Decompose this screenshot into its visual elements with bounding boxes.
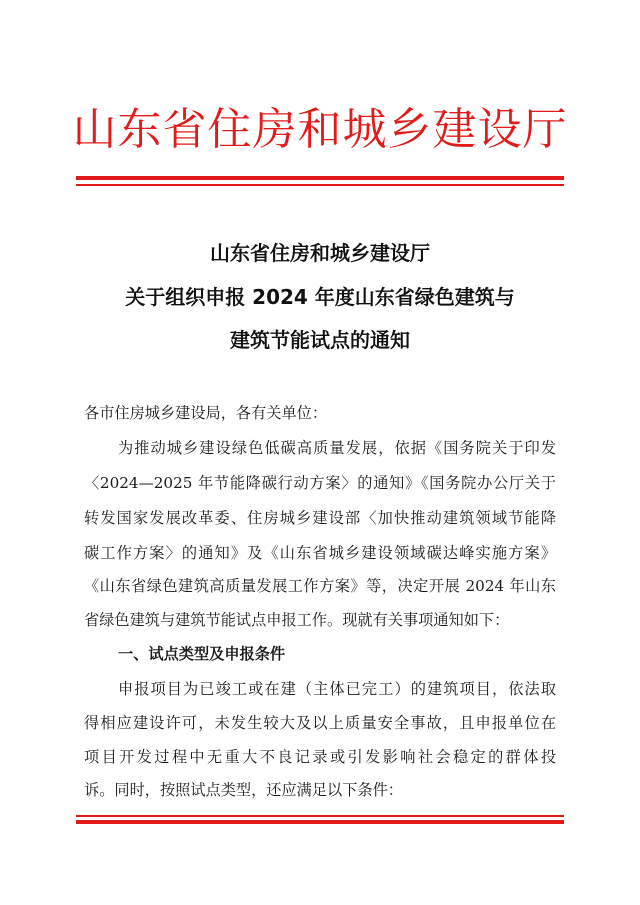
footer-rule-thin [76,815,564,817]
paragraph-line: 申报项目为已竣工或在建（主体已完工）的建筑项目，依法取 [118,680,556,698]
letterhead-org-name: 山东省住房和城乡建设厅 [72,104,568,155]
paragraph-line: 〈2024—2025 年节能降碳行动方案〉的通知》《国务院办公厅关于 [84,474,556,492]
footer-rule-thick [76,820,564,824]
paragraph-line: 《山东省绿色建筑高质量发展工作方案》等，决定开展 2024 年山东 [84,577,556,595]
title-line-1: 山东省住房和城乡建设厅 [210,241,430,265]
paragraph-line: 项目开发过程中无重大不良记录或引发影响社会稳定的群体投 [84,748,556,766]
paragraph-line: 省绿色建筑与建筑节能试点申报工作。现就有关事项通知如下： [84,611,510,629]
salutation: 各市住房城乡建设局，各有关单位： [84,404,327,422]
paragraph-line: 为推动城乡建设绿色低碳高质量发展，依据《国务院关于印发 [118,439,556,457]
paragraph-line: 转发国家发展改革委、住房城乡建设部〈加快推动建筑领域节能降 [84,509,556,527]
letterhead-rule-thin [76,184,564,186]
paragraph-line: 诉。同时，按照试点类型，还应满足以下条件： [84,781,403,799]
title-line-3: 建筑节能试点的通知 [230,328,410,352]
letterhead-rule-thick [76,176,564,180]
title-line-2: 关于组织申报 2024 年度山东省绿色建筑与 [125,285,515,309]
paragraph-line: 碳工作方案〉的通知》及《山东省城乡建设领域碳达峰实施方案》 [84,544,556,562]
section-heading: 一、试点类型及申报条件 [118,645,286,663]
paragraph-line: 得相应建设许可，未发生较大及以上质量安全事故，且申报单位在 [84,714,556,732]
